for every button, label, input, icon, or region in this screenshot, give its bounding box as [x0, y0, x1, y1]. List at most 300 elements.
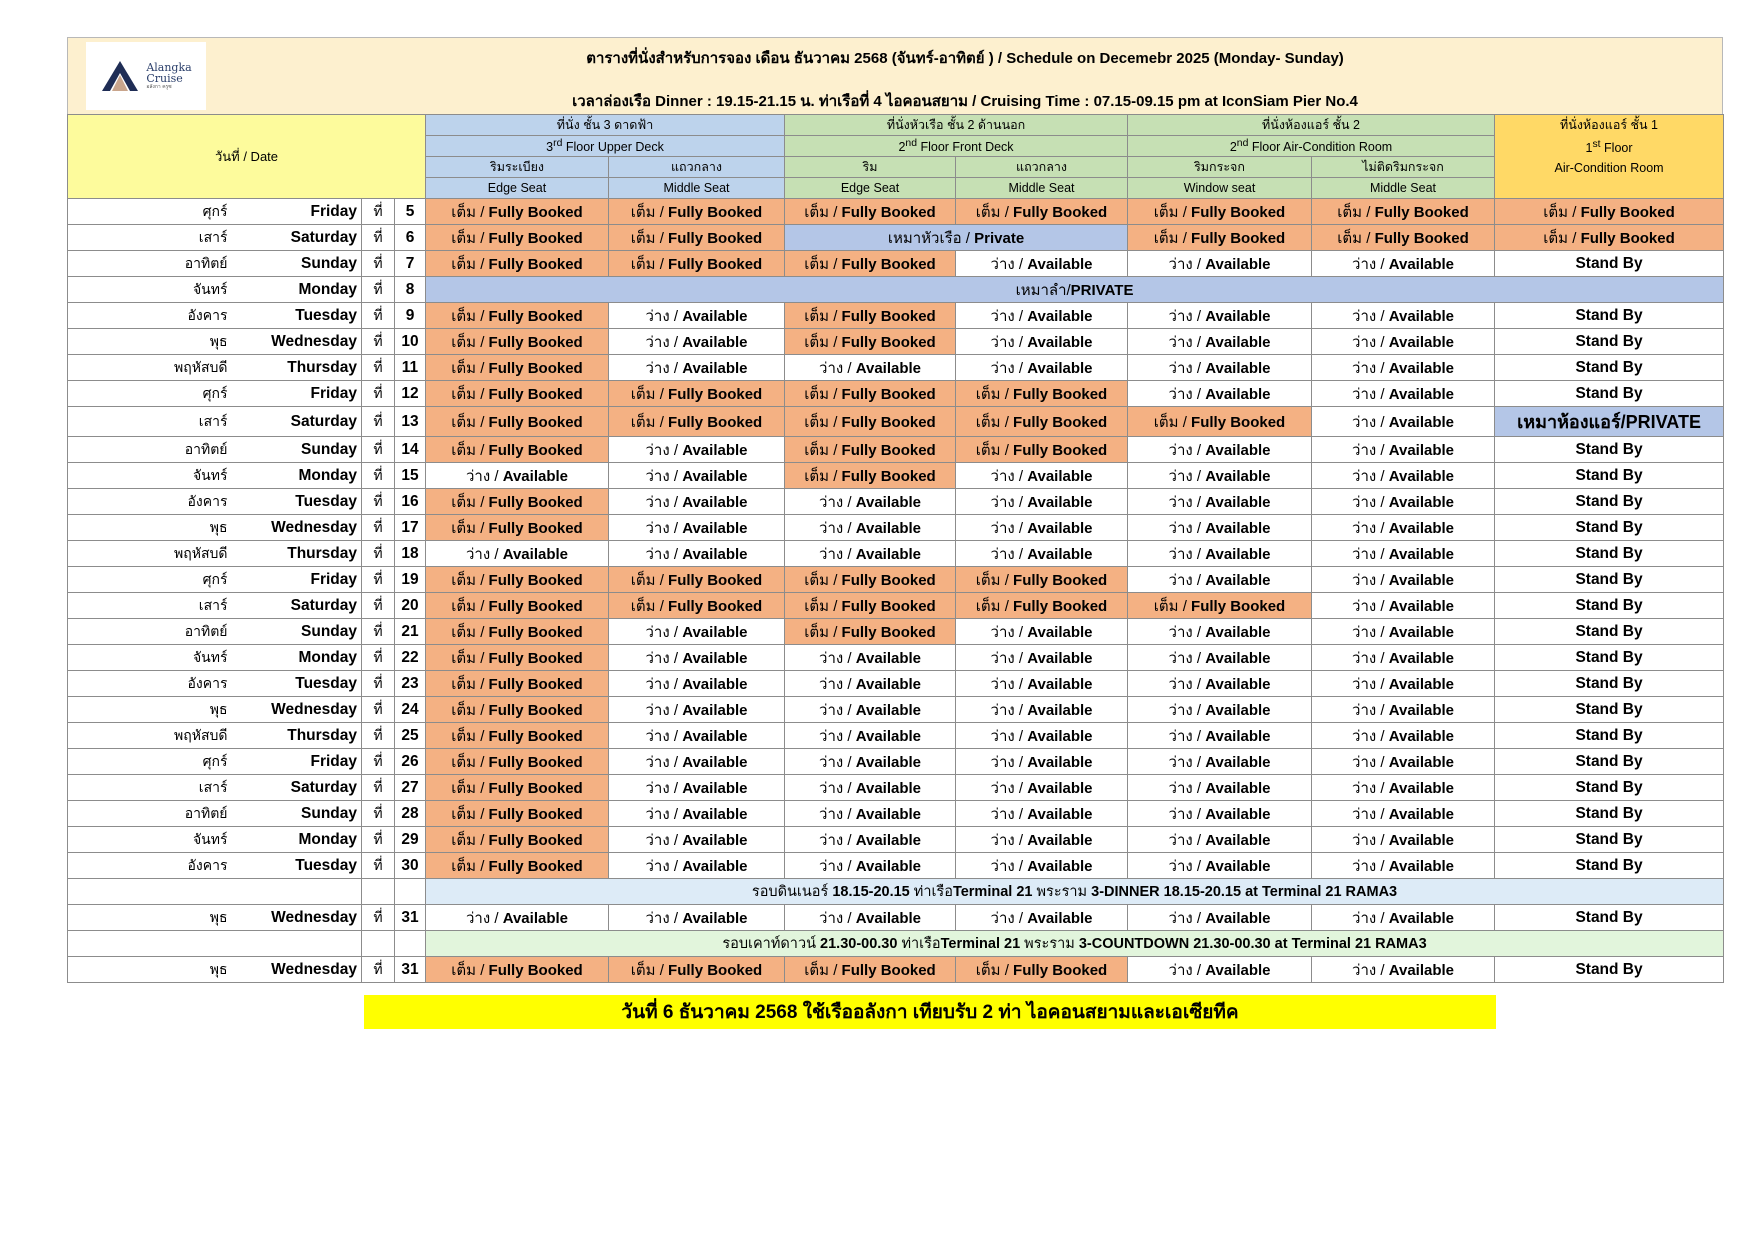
status-english: Fully Booked: [488, 441, 583, 459]
status-stand-by: Stand By: [1495, 619, 1724, 645]
sub-header-thai: ริม: [785, 157, 956, 178]
status-english: Available: [855, 545, 922, 563]
status-thai: ว่าง /: [990, 623, 1028, 641]
countdown-session-banner-row: [68, 931, 1724, 957]
status-thai: ว่าง /: [990, 359, 1028, 377]
status-available: [1128, 355, 1312, 381]
status-thai: ว่าง /: [819, 519, 856, 537]
status-available: [956, 827, 1128, 853]
table-row: [68, 957, 1724, 983]
table-row: [68, 905, 1724, 931]
status-english: Fully Booked: [1374, 203, 1469, 221]
status-thai: ว่าง /: [819, 493, 856, 511]
status-english: Available: [682, 701, 748, 719]
status-available: [785, 853, 956, 879]
status-thai: ว่าง /: [1168, 675, 1206, 693]
status-english: Available: [682, 307, 748, 325]
status-available: [609, 801, 785, 827]
status-english: Fully Booked: [488, 961, 583, 979]
status-english: Fully Booked: [841, 307, 936, 325]
status-fully-booked: [609, 567, 785, 593]
status-english: Fully Booked: [488, 779, 583, 797]
status-available: [1312, 723, 1495, 749]
status-thai: ว่าง /: [645, 623, 683, 641]
status-fully-booked: [609, 381, 785, 407]
day-english: Thursday: [240, 541, 362, 567]
status-english: Fully Booked: [841, 385, 936, 403]
status-english: Available: [1388, 385, 1455, 403]
status-thai: เต็ม /: [630, 961, 669, 979]
status-english: Available: [1205, 467, 1271, 485]
day-prefix: ที่: [362, 775, 395, 801]
status-thai: ว่าง /: [990, 675, 1028, 693]
status-english: Available: [1205, 779, 1271, 797]
day-thai: อาทิตย์: [68, 619, 240, 645]
floor1-rest: Floor: [1600, 141, 1633, 156]
status-available: [956, 645, 1128, 671]
day-prefix: ที่: [362, 801, 395, 827]
status-available: [609, 827, 785, 853]
status-thai: ว่าง /: [645, 649, 683, 667]
day-thai: พุธ: [68, 905, 240, 931]
logo-text: [146, 62, 191, 90]
status-thai: ว่าง /: [1168, 545, 1206, 563]
sub-header-en: Middle Seat: [1312, 178, 1495, 199]
status-fully-booked: [1495, 225, 1724, 251]
status-fully-booked: [1128, 199, 1312, 225]
day-prefix: ที่: [362, 567, 395, 593]
bar-text: Terminal 21: [940, 936, 1021, 953]
status-english: Available: [855, 493, 922, 511]
status-english: Available: [682, 333, 748, 351]
status-english: Fully Booked: [488, 493, 583, 511]
status-thai: ว่าง /: [1352, 333, 1389, 351]
status-english: Fully Booked: [1013, 597, 1108, 615]
floor1-header: [1495, 115, 1724, 199]
status-available: [956, 749, 1128, 775]
status-stand-by: Stand By: [1495, 567, 1724, 593]
status-thai: ว่าง /: [1352, 727, 1389, 745]
status-thai: ว่าง /: [819, 857, 856, 875]
status-thai: เต็ม /: [630, 571, 669, 589]
status-available: [1312, 355, 1495, 381]
status-available: [609, 303, 785, 329]
status-english: Available: [1205, 753, 1271, 771]
status-thai: เต็ม /: [451, 649, 489, 667]
status-available: [1312, 853, 1495, 879]
day-english: Tuesday: [240, 671, 362, 697]
status-thai: ว่าง /: [645, 675, 683, 693]
status-thai: เต็ม /: [975, 571, 1014, 589]
status-thai: ว่าง /: [819, 831, 856, 849]
day-english: Tuesday: [240, 853, 362, 879]
status-english: Available: [1205, 675, 1271, 693]
day-number: 28: [395, 801, 426, 827]
status-available: [956, 489, 1128, 515]
status-thai: ว่าง /: [990, 493, 1028, 511]
status-thai: ว่าง /: [1168, 441, 1206, 459]
table-row: [68, 619, 1724, 645]
status-english: Fully Booked: [841, 255, 936, 273]
status-available: [1312, 749, 1495, 775]
status-fully-booked: [426, 619, 609, 645]
status-thai: ว่าง /: [1168, 779, 1206, 797]
status-english: Available: [1388, 961, 1455, 979]
status-english: Fully Booked: [841, 413, 936, 431]
status-thai: เต็ม /: [1543, 229, 1581, 247]
table-row: [68, 593, 1724, 619]
day-prefix: ที่: [362, 277, 395, 303]
status-english: Fully Booked: [488, 857, 583, 875]
status-stand-by: Stand By: [1495, 381, 1724, 407]
status-available: [1128, 489, 1312, 515]
status-thai: ว่าง /: [990, 701, 1028, 719]
status-available: [1128, 567, 1312, 593]
status-fully-booked: [609, 251, 785, 277]
status-thai: ว่าง /: [1352, 753, 1389, 771]
status-thai: ว่าง /: [990, 333, 1028, 351]
status-available: [956, 329, 1128, 355]
alangka-logo: [86, 42, 206, 110]
status-thai: เต็ม /: [804, 571, 842, 589]
status-fully-booked: [426, 723, 609, 749]
status-available: [785, 723, 956, 749]
sub-header-thai: แถวกลาง: [609, 157, 785, 178]
day-thai: อาทิตย์: [68, 437, 240, 463]
status-english: Available: [1205, 857, 1271, 875]
sub-header-thai: ไม่ติดริมกระจก: [1312, 157, 1495, 178]
floor3-header-en: [426, 136, 785, 157]
notice-banner: วันที่ 6 ธันวาคม 2568 ใช้เรืออลังกา เทียบรับ 2 ท่า ไอคอนสยามและเอเซียทีค: [364, 995, 1496, 1029]
status-available: [609, 723, 785, 749]
status-thai: เต็ม /: [1337, 229, 1375, 247]
status-thai: ว่าง /: [1168, 359, 1206, 377]
status-available: [609, 541, 785, 567]
status-stand-by: Stand By: [1495, 437, 1724, 463]
status-english: Fully Booked: [841, 623, 936, 641]
day-english: Thursday: [240, 355, 362, 381]
status-fully-booked: [426, 515, 609, 541]
table-row: [68, 723, 1724, 749]
status-available: [956, 775, 1128, 801]
status-thai: ว่าง /: [1352, 805, 1389, 823]
status-thai: ว่าง /: [1168, 961, 1206, 979]
status-available: [426, 541, 609, 567]
bar-text: ท่าเรือ: [909, 884, 953, 901]
status-english: Available: [682, 467, 748, 485]
status-thai: เต็ม /: [804, 441, 842, 459]
status-thai: ว่าง /: [990, 805, 1028, 823]
status-english: PRIVATE: [1070, 281, 1134, 299]
status-thai: ว่าง /: [990, 545, 1028, 563]
status-fully-booked: [426, 645, 609, 671]
status-thai: ว่าง /: [1168, 753, 1206, 771]
status-english: Fully Booked: [488, 727, 583, 745]
day-prefix: ที่: [362, 853, 395, 879]
day-thai: อาทิตย์: [68, 251, 240, 277]
status-available: [1312, 775, 1495, 801]
status-thai: ว่าง /: [990, 307, 1028, 325]
status-thai: ว่าง /: [1168, 727, 1206, 745]
status-thai: ว่าง /: [645, 333, 683, 351]
status-available: [1128, 381, 1312, 407]
status-english: Available: [682, 909, 748, 927]
status-thai: เต็ม /: [1153, 229, 1192, 247]
status-thai: ว่าง /: [1352, 831, 1389, 849]
logo-name: Alangka: [146, 61, 192, 74]
status-english: Available: [1205, 385, 1271, 403]
floor2a-num: 2: [1229, 140, 1237, 155]
status-stand-by: Stand By: [1495, 905, 1724, 931]
day-english: Sunday: [240, 251, 362, 277]
status-thai: ว่าง /: [990, 727, 1028, 745]
status-fully-booked: [426, 775, 609, 801]
status-english: Fully Booked: [1580, 203, 1675, 221]
status-available: [1128, 957, 1312, 983]
status-thai: เต็ม /: [804, 623, 842, 641]
status-thai: ว่าง /: [990, 649, 1028, 667]
status-english: Available: [1027, 779, 1093, 797]
status-english: Available: [682, 857, 748, 875]
status-english: Available: [682, 805, 748, 823]
day-english: Sunday: [240, 801, 362, 827]
empty-cell: [362, 931, 395, 957]
status-fully-booked: [785, 381, 956, 407]
status-english: Available: [1027, 649, 1093, 667]
day-number: 23: [395, 671, 426, 697]
floor3-header-thai: ที่นั่ง ชั้น 3 ดาดฟ้า: [426, 115, 785, 136]
status-thai: เต็ม /: [451, 229, 489, 247]
bar-text: พระราม: [1020, 936, 1079, 953]
status-english: Available: [502, 545, 568, 563]
day-prefix: ที่: [362, 619, 395, 645]
status-stand-by: Stand By: [1495, 697, 1724, 723]
status-english: Available: [855, 675, 922, 693]
status-thai: ว่าง /: [819, 727, 856, 745]
day-number: 31: [395, 957, 426, 983]
status-english: Available: [682, 519, 748, 537]
status-fully-booked: [609, 957, 785, 983]
status-thai: ว่าง /: [819, 909, 856, 927]
status-thai: ว่าง /: [645, 467, 683, 485]
status-fully-booked: [785, 463, 956, 489]
status-english: Fully Booked: [1191, 203, 1286, 221]
status-thai: เต็ม /: [451, 203, 489, 221]
day-thai: เสาร์: [68, 225, 240, 251]
day-thai: พฤหัสบดี: [68, 723, 240, 749]
status-available: [1128, 463, 1312, 489]
status-available: [1312, 567, 1495, 593]
table-row: [68, 489, 1724, 515]
day-prefix: ที่: [362, 355, 395, 381]
status-fully-booked: [956, 381, 1128, 407]
status-english: Available: [1388, 831, 1455, 849]
status-thai: เต็ม /: [1153, 597, 1192, 615]
status-available: [1312, 251, 1495, 277]
status-fully-booked: [1312, 199, 1495, 225]
status-thai: ว่าง /: [1352, 571, 1389, 589]
day-number: 19: [395, 567, 426, 593]
day-thai: ศุกร์: [68, 381, 240, 407]
status-thai: เต็ม /: [451, 307, 489, 325]
status-thai: ว่าง /: [1168, 649, 1206, 667]
status-english: Fully Booked: [488, 597, 583, 615]
sub-header-en: Window seat: [1128, 178, 1312, 199]
status-thai: ว่าง /: [819, 753, 856, 771]
status-english: Available: [1027, 805, 1093, 823]
status-thai: ว่าง /: [1352, 255, 1389, 273]
status-thai: ว่าง /: [1352, 701, 1389, 719]
status-english: Fully Booked: [841, 597, 936, 615]
status-available: [1312, 645, 1495, 671]
status-thai: ว่าง /: [1168, 831, 1206, 849]
status-fully-booked: [426, 381, 609, 407]
status-thai: ว่าง /: [1352, 385, 1389, 403]
day-english: Monday: [240, 277, 362, 303]
status-available: [1128, 437, 1312, 463]
status-english: Available: [855, 805, 922, 823]
status-thai: ว่าง /: [1168, 857, 1206, 875]
status-available: [1128, 775, 1312, 801]
status-english: Fully Booked: [488, 805, 583, 823]
day-prefix: ที่: [362, 749, 395, 775]
status-english: Available: [682, 675, 748, 693]
status-english: Available: [502, 909, 568, 927]
status-available: [956, 515, 1128, 541]
day-number: 14: [395, 437, 426, 463]
status-available: [956, 697, 1128, 723]
day-number: 30: [395, 853, 426, 879]
status-thai: เต็ม /: [975, 961, 1014, 979]
status-english: Fully Booked: [668, 413, 763, 431]
status-english: Available: [1205, 909, 1271, 927]
status-available: [609, 853, 785, 879]
status-available: [1312, 303, 1495, 329]
status-english: Fully Booked: [1013, 385, 1108, 403]
bar-text: รอบเคาท์ดาวน์: [722, 936, 821, 953]
status-available: [1128, 723, 1312, 749]
day-number: 31: [395, 905, 426, 931]
day-english: Sunday: [240, 437, 362, 463]
status-available: [1312, 619, 1495, 645]
status-thai: ว่าง /: [1352, 909, 1389, 927]
status-thai: ว่าง /: [1352, 961, 1389, 979]
status-available: [1312, 905, 1495, 931]
day-number: 9: [395, 303, 426, 329]
status-english: Available: [1388, 493, 1455, 511]
status-english: Available: [1388, 649, 1455, 667]
status-english: Fully Booked: [488, 229, 583, 247]
status-english: Fully Booked: [1013, 441, 1108, 459]
status-english: Fully Booked: [488, 571, 583, 589]
status-thai: เต็ม /: [451, 413, 489, 431]
status-thai: ว่าง /: [1168, 909, 1206, 927]
status-english: Fully Booked: [1013, 203, 1108, 221]
day-prefix: ที่: [362, 437, 395, 463]
day-thai: พฤหัสบดี: [68, 355, 240, 381]
bar-text: 3-DINNER 18.15-20.15 at Terminal 21 RAMA3: [1091, 884, 1398, 901]
status-stand-by: Stand By: [1495, 645, 1724, 671]
status-thai: ว่าง /: [1168, 519, 1206, 537]
status-english: Available: [682, 727, 748, 745]
status-fully-booked: [785, 593, 956, 619]
day-number: 26: [395, 749, 426, 775]
status-thai: ว่าง /: [1168, 805, 1206, 823]
status-english: Available: [1388, 545, 1455, 563]
day-prefix: ที่: [362, 723, 395, 749]
status-thai: ว่าง /: [990, 467, 1028, 485]
status-available: [1312, 407, 1495, 437]
day-english: Monday: [240, 645, 362, 671]
status-available: [1312, 437, 1495, 463]
status-thai: ว่าง /: [466, 909, 503, 927]
status-stand-by: Stand By: [1495, 853, 1724, 879]
status-available: [426, 905, 609, 931]
status-english: Fully Booked: [488, 519, 583, 537]
status-available: [956, 905, 1128, 931]
status-english: Available: [1027, 467, 1093, 485]
status-available: [956, 251, 1128, 277]
empty-cell: [395, 931, 426, 957]
table-row: [68, 381, 1724, 407]
logo-sub: Cruise: [146, 72, 183, 85]
table-row: [68, 277, 1724, 303]
status-english: Fully Booked: [841, 441, 936, 459]
day-english: Wednesday: [240, 515, 362, 541]
status-english: Available: [1205, 805, 1271, 823]
status-fully-booked: [426, 329, 609, 355]
table-row: [68, 303, 1724, 329]
status-available: [785, 515, 956, 541]
floor2f-rest: Floor Front Deck: [917, 140, 1014, 155]
status-english: Available: [1388, 359, 1455, 377]
status-stand-by: Stand By: [1495, 251, 1724, 277]
bar-text: Terminal 21: [952, 884, 1033, 901]
status-english: Fully Booked: [1191, 413, 1286, 431]
day-prefix: ที่: [362, 515, 395, 541]
status-available: [785, 827, 956, 853]
table-row: [68, 697, 1724, 723]
countdown-session-banner: [426, 931, 1724, 957]
status-available: [1312, 593, 1495, 619]
status-english: Available: [1205, 307, 1271, 325]
floor1-num: 1: [1585, 141, 1593, 156]
status-english: Available: [682, 753, 748, 771]
status-english: Fully Booked: [668, 961, 763, 979]
status-english: Available: [682, 831, 748, 849]
status-english: Available: [1205, 649, 1271, 667]
day-prefix: ที่: [362, 381, 395, 407]
status-available: [785, 489, 956, 515]
status-thai: เต็ม /: [451, 597, 489, 615]
status-available: [609, 697, 785, 723]
status-english: Available: [855, 779, 922, 797]
status-thai: เต็ม /: [975, 413, 1014, 431]
status-thai: ว่าง /: [1168, 701, 1206, 719]
day-number: 21: [395, 619, 426, 645]
status-thai: ว่าง /: [1352, 649, 1389, 667]
bar-text: 18.15-20.15: [832, 884, 910, 901]
status-thai: เต็ม /: [804, 255, 842, 273]
status-english: Available: [1205, 519, 1271, 537]
status-fully-booked: [609, 407, 785, 437]
status-english: Fully Booked: [1013, 413, 1108, 431]
status-thai: เต็ม /: [630, 203, 669, 221]
status-thai: ว่าง /: [1168, 333, 1206, 351]
status-available: [1312, 671, 1495, 697]
status-available: [609, 489, 785, 515]
day-number: 20: [395, 593, 426, 619]
